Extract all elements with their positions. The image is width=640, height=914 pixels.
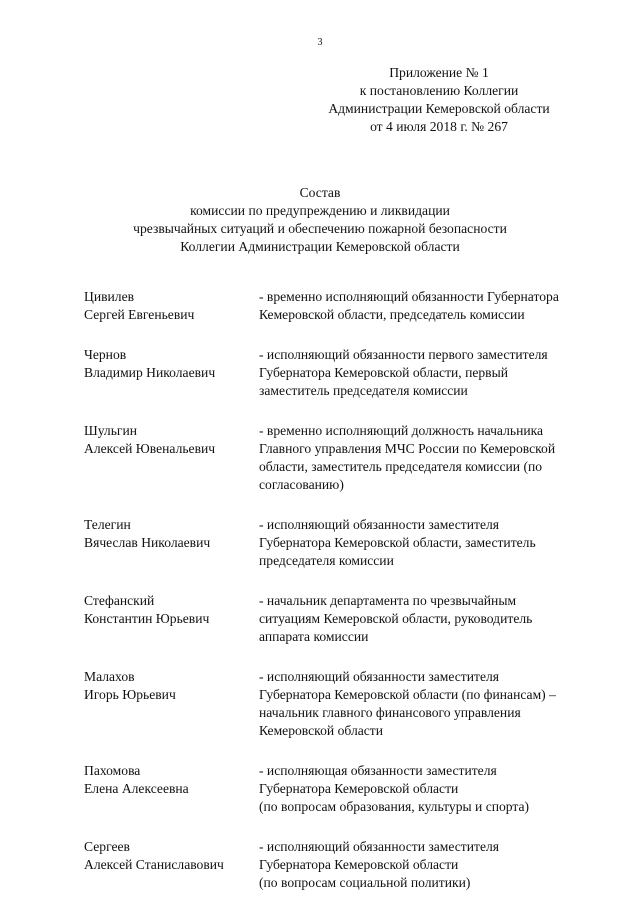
- role-line: начальник главного финансового управления: [259, 705, 521, 720]
- role-line: - исполняющая обязанности заместителя: [259, 763, 497, 778]
- member-surname: Сергеев: [84, 839, 130, 854]
- member-role: [259, 422, 604, 494]
- role-line: аппарата комиссии: [259, 629, 369, 644]
- title-line: чрезвычайных ситуаций и обеспечению пожарной безопасности: [133, 221, 507, 236]
- member-entry: [84, 592, 604, 646]
- member-given-names: Елена Алексеевна: [84, 781, 189, 796]
- member-role: [259, 346, 604, 400]
- member-role: [259, 288, 604, 324]
- member-entry: [84, 422, 604, 494]
- role-line: Главного управления МЧС России по Кемеровской: [259, 441, 556, 456]
- role-line: Губернатора Кемеровской области, заместитель: [259, 535, 536, 550]
- member-name: [84, 592, 259, 646]
- role-line: Губернатора Кемеровской области: [259, 857, 459, 872]
- title-line: Состав: [299, 185, 341, 200]
- role-line: Губернатора Кемеровской области, первый: [259, 365, 509, 380]
- role-line: (по вопросам социальной политики): [259, 875, 471, 890]
- member-entry: [84, 838, 604, 892]
- role-line: председателя комиссии: [259, 553, 394, 568]
- appendix-line: от 4 июля 2018 г. № 267: [370, 119, 508, 134]
- member-surname: Телегин: [84, 517, 131, 532]
- member-entry: [84, 346, 604, 400]
- member-surname: Стефанский: [84, 593, 155, 608]
- document-title: [0, 184, 640, 256]
- member-given-names: Сергей Евгеньевич: [84, 307, 195, 322]
- member-role: [259, 516, 604, 570]
- member-surname: Пахомова: [84, 763, 141, 778]
- member-surname: Малахов: [84, 669, 135, 684]
- title-line: комиссии по предупреждению и ликвидации: [190, 203, 450, 218]
- member-name: [84, 422, 259, 494]
- member-role: [259, 592, 604, 646]
- role-line: (по вопросам образования, культуры и спорта): [259, 799, 530, 814]
- role-line: заместитель председателя комиссии: [259, 383, 468, 398]
- appendix-header: [310, 64, 568, 136]
- appendix-line: Администрации Кемеровской области: [328, 101, 550, 116]
- role-line: - исполняющий обязанности заместителя: [259, 839, 500, 854]
- role-line: - начальник департамента по чрезвычайным: [259, 593, 517, 608]
- member-given-names: Вячеслав Николаевич: [84, 535, 211, 550]
- member-role: [259, 668, 604, 740]
- member-name: [84, 516, 259, 570]
- member-entry: [84, 288, 604, 324]
- member-role: [259, 762, 604, 816]
- member-surname: Цивилев: [84, 289, 135, 304]
- role-line: - исполняющий обязанности заместителя: [259, 669, 500, 684]
- member-given-names: Алексей Станиславович: [84, 857, 224, 872]
- role-line: ситуациям Кемеровской области, руководитель: [259, 611, 533, 626]
- member-given-names: Игорь Юрьевич: [84, 687, 176, 702]
- member-entry: [84, 668, 604, 740]
- title-line: Коллегии Администрации Кемеровской области: [180, 239, 460, 254]
- appendix-line: Приложение № 1: [389, 65, 489, 80]
- appendix-line: к постановлению Коллегии: [359, 83, 519, 98]
- role-line: согласованию): [259, 477, 344, 492]
- member-surname: Чернов: [84, 347, 127, 362]
- member-entry: [84, 762, 604, 816]
- member-name: [84, 288, 259, 324]
- role-line: - временно исполняющий обязанности Губернатора: [259, 289, 559, 304]
- member-given-names: Константин Юрьевич: [84, 611, 210, 626]
- member-surname: Шульгин: [84, 423, 138, 438]
- role-line: Кемеровской области: [259, 723, 384, 738]
- member-list: [84, 288, 604, 914]
- member-role: [259, 838, 604, 892]
- role-line: Губернатора Кемеровской области: [259, 781, 459, 796]
- role-line: - исполняющий обязанности заместителя: [259, 517, 500, 532]
- role-line: области, заместитель председателя комиссии (по: [259, 459, 543, 474]
- role-line: Кемеровской области, председатель комиссии: [259, 307, 525, 322]
- member-given-names: Алексей Ювенальевич: [84, 441, 216, 456]
- member-entry: [84, 516, 604, 570]
- role-line: - исполняющий обязанности первого заместителя: [259, 347, 548, 362]
- member-name: [84, 762, 259, 816]
- member-name: [84, 668, 259, 740]
- member-name: [84, 346, 259, 400]
- role-line: Губернатора Кемеровской области (по финансам) –: [259, 687, 556, 702]
- page-number: 3: [317, 37, 323, 48]
- member-given-names: Владимир Николаевич: [84, 365, 216, 380]
- member-name: [84, 838, 259, 892]
- role-line: - временно исполняющий должность начальника: [259, 423, 544, 438]
